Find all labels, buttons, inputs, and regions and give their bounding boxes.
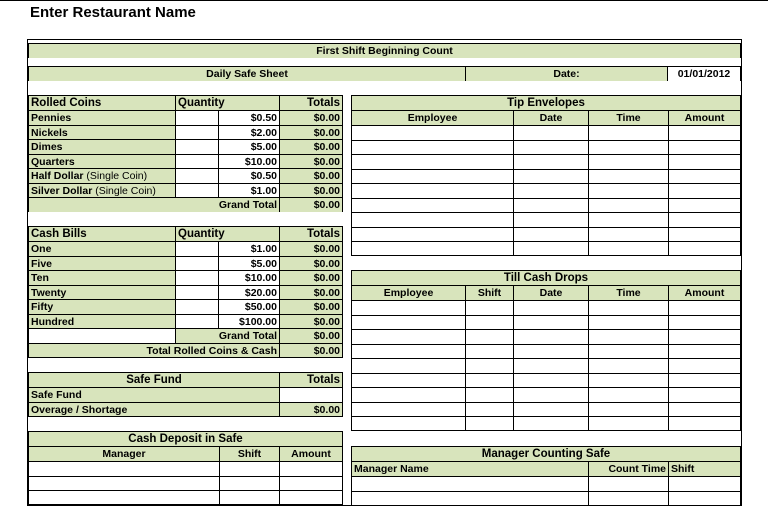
deposit-amount-input[interactable] <box>279 490 343 505</box>
safe-fund-row: Safe Fund <box>28 387 343 402</box>
bill-name: Twenty <box>28 285 175 300</box>
tip-time-input[interactable] <box>588 227 668 242</box>
drop-amount-input[interactable] <box>668 416 741 431</box>
tip-time-input[interactable] <box>588 241 668 256</box>
banner-title-row <box>28 43 741 58</box>
coin-unit-value: $10.00 <box>218 154 279 169</box>
tip-time-input[interactable] <box>588 198 668 213</box>
manager-counting-header: Manager Counting Safe <box>351 446 741 461</box>
bill-unit-value: $100.00 <box>218 314 279 329</box>
drop-shift-input[interactable] <box>465 315 513 330</box>
coin-total: $0.00 <box>279 125 343 140</box>
drop-time-input[interactable] <box>588 300 668 315</box>
coin-quantity-input[interactable] <box>175 183 218 198</box>
deposit-amount-input[interactable] <box>279 461 343 476</box>
tip-time-input[interactable] <box>588 154 668 169</box>
banner-sheet-row <box>28 66 741 81</box>
tip-amount-input[interactable] <box>668 154 741 169</box>
tip-employee-input[interactable] <box>351 125 513 140</box>
drop-date-input[interactable] <box>513 402 588 417</box>
till-cash-drop-row <box>351 344 741 359</box>
rolled-coin-row <box>28 110 343 125</box>
coin-total: $0.00 <box>279 183 343 198</box>
coin-total: $0.00 <box>279 168 343 183</box>
tip-employee-input[interactable] <box>351 227 513 242</box>
bill-quantity-input[interactable] <box>175 256 218 271</box>
bill-quantity-input[interactable] <box>175 314 218 329</box>
manager-counting-columns: Manager Name Count Time Shift <box>351 461 741 476</box>
manager-shift-input[interactable] <box>668 476 741 491</box>
rolled-coins-grand-total-row: Grand Total $0.00 <box>28 197 343 212</box>
deposit-manager-input[interactable] <box>28 461 219 476</box>
count-time-input[interactable] <box>588 476 668 491</box>
drop-amount-input[interactable] <box>668 402 741 417</box>
rolled-coin-row <box>28 154 343 169</box>
drop-shift-input[interactable] <box>465 329 513 344</box>
drop-shift-input[interactable] <box>465 373 513 388</box>
bill-unit-value: $1.00 <box>218 241 279 256</box>
tip-envelope-row <box>351 140 741 155</box>
tip-envelope-row <box>351 154 741 169</box>
drop-amount-input[interactable] <box>668 329 741 344</box>
tip-envelope-row <box>351 198 741 213</box>
coin-total: $0.00 <box>279 154 343 169</box>
coin-total: $0.00 <box>279 139 343 154</box>
drop-date-input[interactable] <box>513 300 588 315</box>
drop-shift-input[interactable] <box>465 416 513 431</box>
rolled-coin-row <box>28 125 343 140</box>
coin-unit-value: $1.00 <box>218 183 279 198</box>
bill-quantity-input[interactable] <box>175 299 218 314</box>
drop-time-input[interactable] <box>588 329 668 344</box>
item-note: (Single Coin) <box>83 170 148 182</box>
drop-shift-input[interactable] <box>465 344 513 359</box>
bill-name: One <box>28 241 175 256</box>
till-cash-drop-row <box>351 315 741 330</box>
coin-quantity-input[interactable] <box>175 168 218 183</box>
drop-date-input[interactable] <box>513 387 588 402</box>
sheet-title: First Shift Beginning Count <box>28 43 741 58</box>
rolled-coin-row <box>28 139 343 154</box>
tip-date-input[interactable] <box>513 154 588 169</box>
coin-name <box>28 110 175 125</box>
deposit-shift-input[interactable] <box>219 490 279 505</box>
tip-time-input[interactable] <box>588 125 668 140</box>
cash-bill-row <box>28 241 343 256</box>
bill-unit-value: $50.00 <box>218 299 279 314</box>
drop-amount-input[interactable] <box>668 358 741 373</box>
cash-deposit-columns: Manager Shift Amount <box>28 446 343 461</box>
coin-name <box>28 154 175 169</box>
tip-date-input[interactable] <box>513 241 588 256</box>
deposit-manager-input[interactable] <box>28 490 219 505</box>
tip-envelope-row <box>351 125 741 140</box>
drop-time-input[interactable] <box>588 373 668 388</box>
drop-date-input[interactable] <box>513 416 588 431</box>
bill-quantity-input[interactable] <box>175 285 218 300</box>
manager-counting-row <box>351 491 741 506</box>
till-cash-drop-row <box>351 402 741 417</box>
rolled-coin-row <box>28 183 343 198</box>
cash-bill-row <box>28 314 343 329</box>
date-label: Date: <box>465 66 667 81</box>
tip-date-input[interactable] <box>513 183 588 198</box>
bill-unit-value: $10.00 <box>218 270 279 285</box>
bill-total: $0.00 <box>279 314 343 329</box>
overage-row: Overage / Shortage $0.00 <box>28 402 343 417</box>
tip-date-input[interactable] <box>513 169 588 184</box>
drop-employee-input[interactable] <box>351 344 465 359</box>
cash-deposit-row <box>28 461 343 476</box>
drop-date-input[interactable] <box>513 329 588 344</box>
bill-total: $0.00 <box>279 256 343 271</box>
tip-amount-input[interactable] <box>668 241 741 256</box>
bill-total: $0.00 <box>279 285 343 300</box>
drop-date-input[interactable] <box>513 373 588 388</box>
drop-employee-input[interactable] <box>351 373 465 388</box>
coin-unit-value: $2.00 <box>218 125 279 140</box>
till-cash-drop-row <box>351 358 741 373</box>
cash-deposit-row <box>28 476 343 491</box>
deposit-amount-input[interactable] <box>279 476 343 491</box>
drop-employee-input[interactable] <box>351 416 465 431</box>
drop-time-input[interactable] <box>588 416 668 431</box>
tip-amount-input[interactable] <box>668 140 741 155</box>
total-coins-cash-row: Total Rolled Coins & Cash $0.00 <box>28 343 343 358</box>
cash-bills-header: Cash Bills Quantity Totals <box>28 226 343 241</box>
item-note: (Single Coin) <box>92 184 156 197</box>
drop-shift-input[interactable] <box>465 402 513 417</box>
tip-employee-input[interactable] <box>351 212 513 227</box>
safe-fund-input[interactable] <box>279 387 343 402</box>
tip-date-input[interactable] <box>513 140 588 155</box>
tip-amount-input[interactable] <box>668 212 741 227</box>
tip-employee-input[interactable] <box>351 154 513 169</box>
cash-bill-row <box>28 256 343 271</box>
rolled-coin-row <box>28 168 343 183</box>
cash-bill-row <box>28 285 343 300</box>
drop-time-input[interactable] <box>588 387 668 402</box>
manager-name-input[interactable] <box>351 491 588 506</box>
bill-quantity-input[interactable] <box>175 241 218 256</box>
bill-total: $0.00 <box>279 270 343 285</box>
till-cash-drops-columns: Employee Shift Date Time Amount <box>351 285 741 300</box>
cash-bill-row <box>28 299 343 314</box>
tip-date-input[interactable] <box>513 227 588 242</box>
daily-safe-sheet-label: Daily Safe Sheet <box>28 66 465 81</box>
till-cash-drop-row <box>351 329 741 344</box>
tip-date-input[interactable] <box>513 212 588 227</box>
coin-name <box>28 125 175 140</box>
tip-employee-input[interactable] <box>351 198 513 213</box>
bill-quantity-input[interactable] <box>175 270 218 285</box>
bill-total: $0.00 <box>279 299 343 314</box>
item-name: Dimes <box>31 141 63 153</box>
tip-employee-input[interactable] <box>351 241 513 256</box>
till-cash-drop-row <box>351 300 741 315</box>
tip-amount-input[interactable] <box>668 125 741 140</box>
cash-bills-grand-total-row: Grand Total $0.00 <box>28 328 343 343</box>
tip-employee-input[interactable] <box>351 169 513 184</box>
manager-name-input[interactable] <box>351 476 588 491</box>
rolled-coins-header: Rolled Coins Quantity Totals <box>28 95 343 110</box>
tip-envelope-row <box>351 212 741 227</box>
bill-name: Ten <box>28 270 175 285</box>
count-time-input[interactable] <box>588 491 668 506</box>
tip-amount-input[interactable] <box>668 183 741 198</box>
tip-envelope-row <box>351 227 741 242</box>
coin-name <box>28 168 175 183</box>
drop-employee-input[interactable] <box>351 402 465 417</box>
drop-shift-input[interactable] <box>465 387 513 402</box>
coin-quantity-input[interactable] <box>175 110 218 125</box>
tip-time-input[interactable] <box>588 169 668 184</box>
tip-amount-input[interactable] <box>668 198 741 213</box>
till-cash-drop-row <box>351 416 741 431</box>
drop-employee-input[interactable] <box>351 300 465 315</box>
bill-name: Hundred <box>28 314 175 329</box>
tip-employee-input[interactable] <box>351 140 513 155</box>
tip-amount-input[interactable] <box>668 227 741 242</box>
bill-unit-value: $20.00 <box>218 285 279 300</box>
deposit-shift-input[interactable] <box>219 461 279 476</box>
drop-time-input[interactable] <box>588 402 668 417</box>
manager-counting-row <box>351 476 741 491</box>
cash-bill-row <box>28 270 343 285</box>
coin-quantity-input[interactable] <box>175 154 218 169</box>
tip-amount-input[interactable] <box>668 169 741 184</box>
deposit-shift-input[interactable] <box>219 476 279 491</box>
coin-quantity-input[interactable] <box>175 139 218 154</box>
safe-fund-header: Safe Fund Totals <box>28 372 343 387</box>
drop-employee-input[interactable] <box>351 315 465 330</box>
bill-unit-value: $5.00 <box>218 256 279 271</box>
till-cash-drop-row <box>351 373 741 388</box>
tip-time-input[interactable] <box>588 183 668 198</box>
till-cash-drops-header: Till Cash Drops <box>351 270 741 285</box>
till-cash-drop-row <box>351 387 741 402</box>
deposit-manager-input[interactable] <box>28 476 219 491</box>
bill-total: $0.00 <box>279 241 343 256</box>
item-name: Quarters <box>31 155 75 168</box>
top-rule <box>0 0 768 1</box>
drop-time-input[interactable] <box>588 344 668 359</box>
coin-name <box>28 183 175 198</box>
cash-deposit-row <box>28 490 343 505</box>
tip-date-input[interactable] <box>513 198 588 213</box>
tip-time-input[interactable] <box>588 140 668 155</box>
tip-envelope-row <box>351 169 741 184</box>
tip-envelopes-header: Tip Envelopes <box>351 95 741 110</box>
drop-time-input[interactable] <box>588 315 668 330</box>
coin-unit-value: $0.50 <box>218 110 279 125</box>
tip-time-input[interactable] <box>588 212 668 227</box>
drop-employee-input[interactable] <box>351 387 465 402</box>
item-name: Silver Dollar <box>31 184 93 197</box>
drop-amount-input[interactable] <box>668 315 741 330</box>
coin-unit-value: $0.50 <box>218 168 279 183</box>
drop-employee-input[interactable] <box>351 329 465 344</box>
drop-shift-input[interactable] <box>465 300 513 315</box>
tip-employee-input[interactable] <box>351 183 513 198</box>
coin-quantity-input[interactable] <box>175 125 218 140</box>
drop-amount-input[interactable] <box>668 373 741 388</box>
drop-amount-input[interactable] <box>668 344 741 359</box>
drop-date-input[interactable] <box>513 344 588 359</box>
tip-envelope-row <box>351 241 741 256</box>
coin-name <box>28 139 175 154</box>
manager-shift-input[interactable] <box>668 491 741 506</box>
date-value[interactable]: 01/01/2012 <box>667 66 741 81</box>
drop-amount-input[interactable] <box>668 300 741 315</box>
cash-deposit-header: Cash Deposit in Safe <box>28 431 343 446</box>
bill-name: Fifty <box>28 299 175 314</box>
item-name: Pennies <box>31 112 72 124</box>
tip-envelope-row <box>351 183 741 198</box>
drop-shift-input[interactable] <box>465 358 513 373</box>
bill-name: Five <box>28 256 175 271</box>
drop-date-input[interactable] <box>513 358 588 373</box>
drop-employee-input[interactable] <box>351 358 465 373</box>
restaurant-name[interactable]: Enter Restaurant Name <box>30 4 196 21</box>
item-name: Nickels <box>31 126 68 139</box>
drop-date-input[interactable] <box>513 315 588 330</box>
coin-total: $0.00 <box>279 110 343 125</box>
tip-envelopes-columns: Employee Date Time Amount <box>351 110 741 125</box>
tip-date-input[interactable] <box>513 125 588 140</box>
drop-amount-input[interactable] <box>668 387 741 402</box>
item-name: Half Dollar <box>31 170 84 182</box>
coin-unit-value: $5.00 <box>218 139 279 154</box>
drop-time-input[interactable] <box>588 358 668 373</box>
